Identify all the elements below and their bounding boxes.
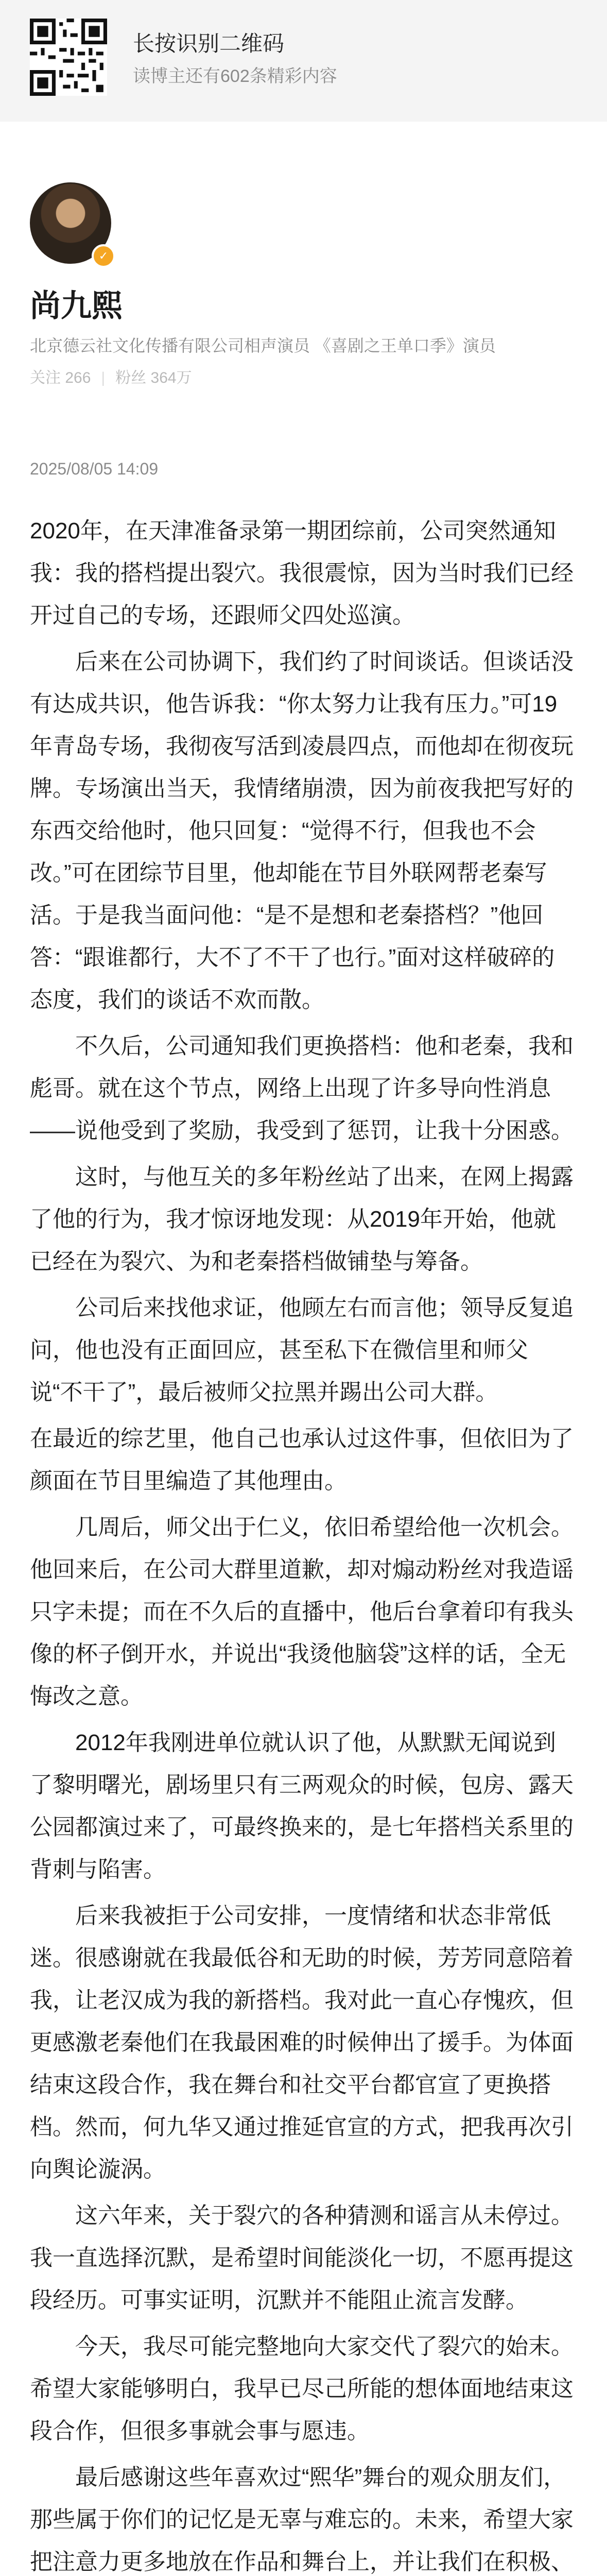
banner-subtitle: 读博主还有602条精彩内容	[133, 66, 337, 86]
post-date: 2025/08/05 14:09	[30, 460, 159, 478]
post-paragraph: 几周后，师父出于仁义，依旧希望给他一次机会。他回来后，在公司大群里道歉，却对煽动粉丝对我造谣只字未提；而在不久后的直播中，他后台拿着印有我头像的杯子倒开水，并说出“我烫他脑袋”这样的话，全无悔改之意。	[30, 1515, 574, 1709]
top-banner	[0, 0, 607, 122]
post-paragraph: 公司后来找他求证，他顾左右而言他；领导反复追问，他也没有正面回应，甚至私下在微信里和师父说“不干了”，最后被师父拉黑并踢出公司大群。	[30, 1295, 574, 1405]
banner-title: 长按识别二维码	[133, 31, 285, 56]
user-stats	[30, 365, 192, 387]
post-paragraph: 2012年我刚进单位就认识了他，从默默无闻说到了黎明曙光，剧场里只有三两观众的时候，包房、露天公园都演过来了，可最终换来的，是七年搭档关系里的背刺与陷害。	[30, 1730, 574, 1882]
follow-count: 关注 266	[30, 369, 91, 386]
post-paragraph: 这时，与他互关的多年粉丝站了出来，在网上揭露了他的行为，我才惊讶地发现：从2019年开始，他就已经在为裂穴、为和老秦搭档做铺垫与筹备。	[30, 1164, 574, 1274]
post-paragraph: 今天，我尽可能完整地向大家交代了裂穴的始末。希望大家能够明白，我早已尽己所能的想体面地结束这段合作，但很多事就会事与愿违。	[30, 2334, 574, 2444]
post-paragraph: 2020年，在天津准备录第一期团综前，公司突然通知我：我的搭档提出裂穴。我很震惊，因为当时我们已经开过自己的专场，还跟师父四处巡演。	[30, 518, 574, 628]
verified-info: 北京德云社文化传播有限公司相声演员 《喜剧之王单口季》演员	[30, 336, 496, 355]
verified-badge-icon: ✓	[92, 244, 115, 268]
fans-count: 粉丝 364万	[115, 369, 192, 386]
stats-divider: |	[101, 369, 106, 386]
post-paragraph: 不久后，公司通知我们更换搭档：他和老秦，我和彪哥。就在这个节点，网络上出现了许多导向性消息——说他受到了奖励，我受到了惩罚，让我十分困惑。	[30, 1033, 574, 1143]
post-paragraph: 在最近的综艺里，他自己也承认过这件事，但依旧为了颜面在节目里编造了其他理由。	[30, 1426, 574, 1494]
post-paragraph: 后来在公司协调下，我们约了时间谈话。但谈话没有达成共识，他告诉我：“你太努力让我有压力。”可19年青岛专场，我彻夜写活到凌晨四点，而他却在彻夜玩牌。专场演出当天，我情绪崩溃，因为前夜我把写好的东西交给他时，他只回复：“觉得不行，但我也不会改。”可在团综节目里，他却能在节目外联网帮老秦写活。于是我当面问他：“是不是想和老秦搭档？”他回答：“跟谁都行，大不了不干了也行。”面对这样破碎的态度，我们的谈话不欢而散。	[30, 649, 574, 1012]
post-paragraph: 这六年来，关于裂穴的各种猜测和谣言从未停过。我一直选择沉默，是希望时间能淡化一切，不愿再提这段经历。可事实证明，沉默并不能阻止流言发酵。	[30, 2203, 574, 2313]
qr-code-icon[interactable]	[30, 19, 107, 96]
user-name[interactable]: 尚九熙	[30, 289, 123, 323]
post-paragraph: 最后感谢这些年喜欢过“熙华”舞台的观众朋友们，那些属于你们的记忆是无辜与难忘的。未来，希望大家把注意力更多地放在作品和舞台上，并让我们在积极、	[30, 2465, 574, 2574]
post-paragraph: 后来我被拒于公司安排，一度情绪和状态非常低迷。很感谢就在我最低谷和无助的时候，芳芳同意陪着我，让老汉成为我的新搭档。我对此一直心存愧疚，但更感激老秦他们在我最困难的时候伸出了援手。为体面结束这段合作，我在舞台和社交平台都官宣了更换搭档。然而，何九华又通过推延官宣的方式，把我再次引向舆论漩涡。	[30, 1903, 574, 2182]
post-body	[30, 510, 577, 2576]
